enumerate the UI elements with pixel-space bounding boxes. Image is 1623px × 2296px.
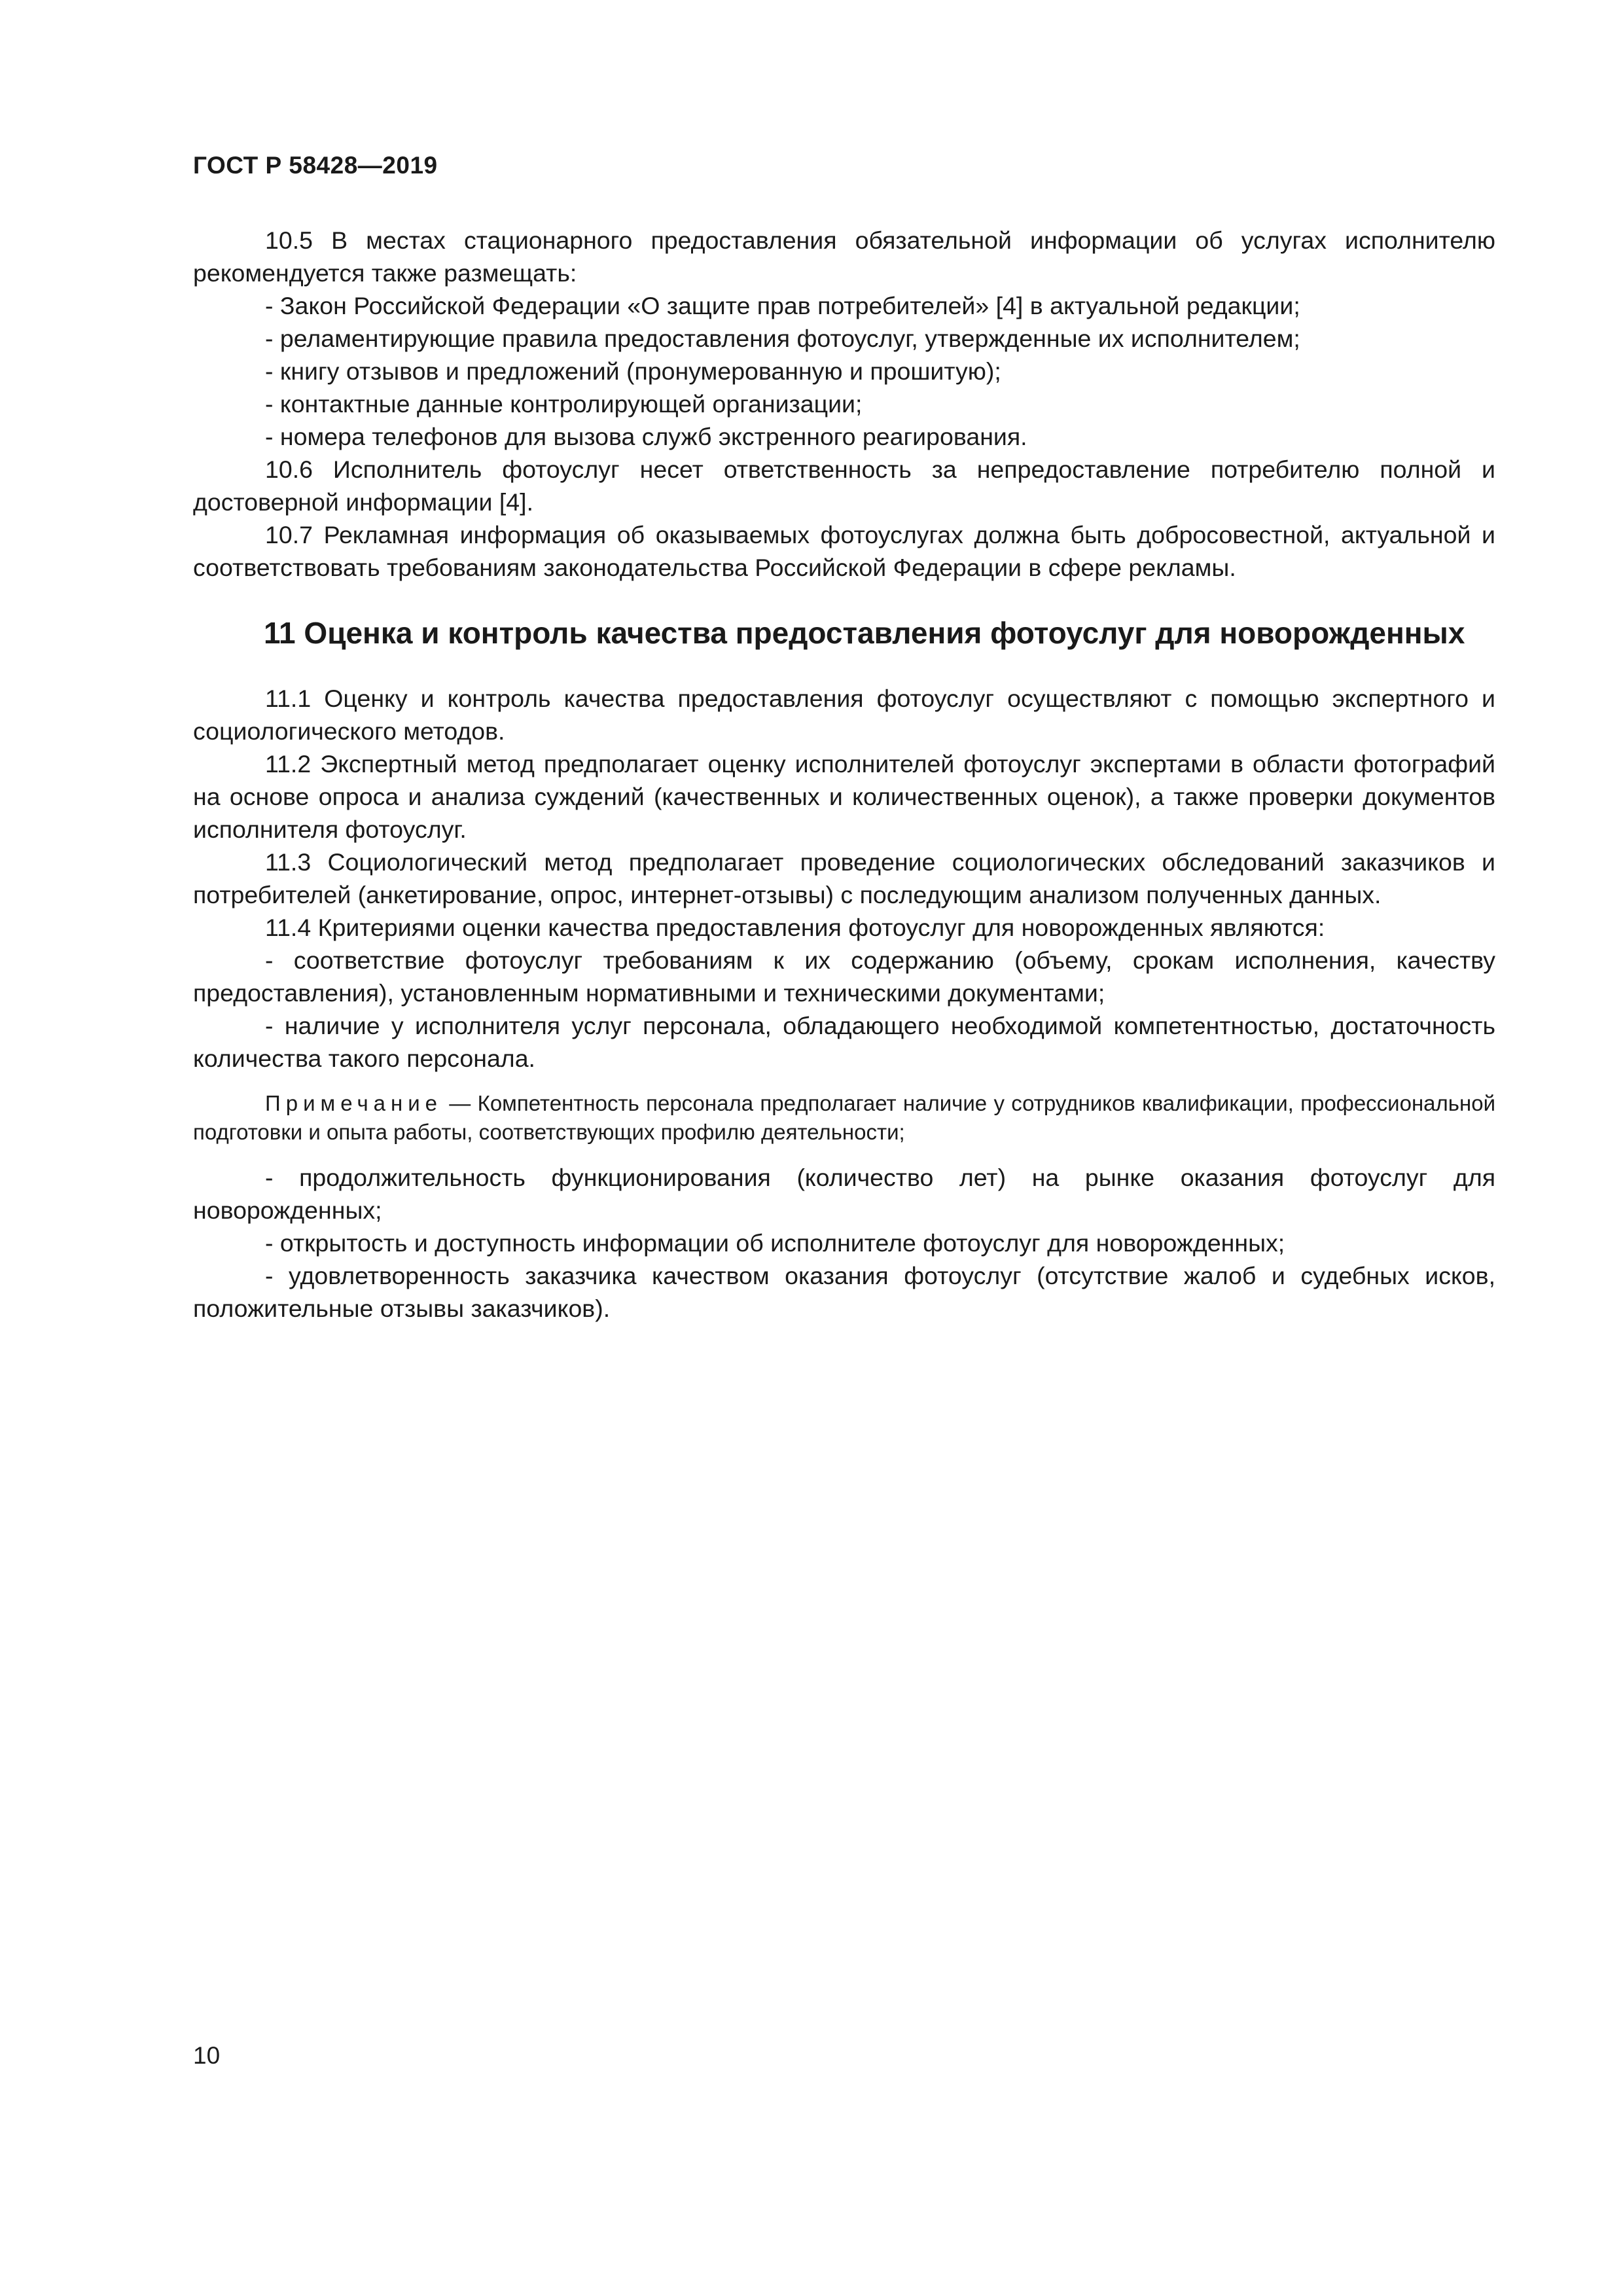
list-item: - удовлетворенность заказчика качеством оказания фотоуслуг (отсутствие жалоб и судебных исков, положительные отзывы заказчиков). [193,1262,1495,1322]
paragraph-10-5: 10.5 В местах стационарного предоставления обязательной информации об услугах исполнителю рекомендуется также размещать: [193,226,1495,287]
document-body [193,224,1495,1325]
list-item: - реламентирующие правила предоставления фотоуслуг, утвержденные их исполнителем; [265,325,1300,352]
paragraph-10-7: 10.7 Рекламная информация об оказываемых фотоуслугах должна быть добросовестной, актуальной и соответствовать требованиям законодательства Российской Федерации в сфере рекламы. [193,521,1495,581]
paragraph-11-3: 11.3 Социологический метод предполагает проведение социологических обследований заказчиков и потребителей (анкетирование, опрос, интернет-отзывы) с последующим анализом полученных данных. [193,848,1495,908]
list-item: - соответствие фотоуслуг требованиям к их содержанию (объему, срокам исполнения, качеству предоставления), установленным нормативными и техническими документами; [193,946,1495,1007]
list-item: - номера телефонов для вызова служб экстренного реагирования. [265,423,1027,450]
paragraph-10-6: 10.6 Исполнитель фотоуслуг несет ответственность за непредоставление потребителю полной и достоверной информации [4]. [193,456,1495,516]
paragraph-11-1: 11.1 Оценку и контроль качества предоставления фотоуслуг осуществляют с помощью экспертного и социологического методов. [193,685,1495,745]
note-label: Примечание [265,1091,443,1115]
list-item: - открытость и доступность информации об исполнителе фотоуслуг для новорожденных; [265,1229,1285,1257]
list-item: - продолжительность функционирования (количество лет) на рынке оказания фотоуслуг для новорожденных; [193,1164,1495,1224]
list-item: - контактные данные контролирующей организации; [265,390,863,418]
list-item: - книгу отзывов и предложений (пронумерованную и прошитую); [265,357,1001,385]
note-text: — Компетентность персонала предполагает наличие у сотрудников квалификации, профессиональной подготовки и опыта работы, соответствующих профилю деятельности; [193,1091,1495,1144]
list-item: - наличие у исполнителя услуг персонала, обладающего необходимой компетентностью, достаточность количества такого персонала. [193,1012,1495,1072]
note [193,1089,1495,1147]
list-item: - Закон Российской Федерации «О защите прав потребителей» [4] в актуальной редакции; [265,292,1300,319]
section-title: 11 Оценка и контроль качества предоставления фотоуслуг для новорожденных [264,616,1465,650]
document-header: ГОСТ Р 58428—2019 [193,152,438,179]
paragraph-11-2: 11.2 Экспертный метод предполагает оценку исполнителей фотоуслуг экспертами в области фотографий на основе опроса и анализа суждений (качественных и количественных оценок), а также проверки документов исполнителя фотоуслуг. [193,750,1495,843]
paragraph-11-4: 11.4 Критериями оценки качества предоставления фотоуслуг для новорожденных являются: [265,914,1325,941]
page-number: 10 [193,2042,221,2069]
